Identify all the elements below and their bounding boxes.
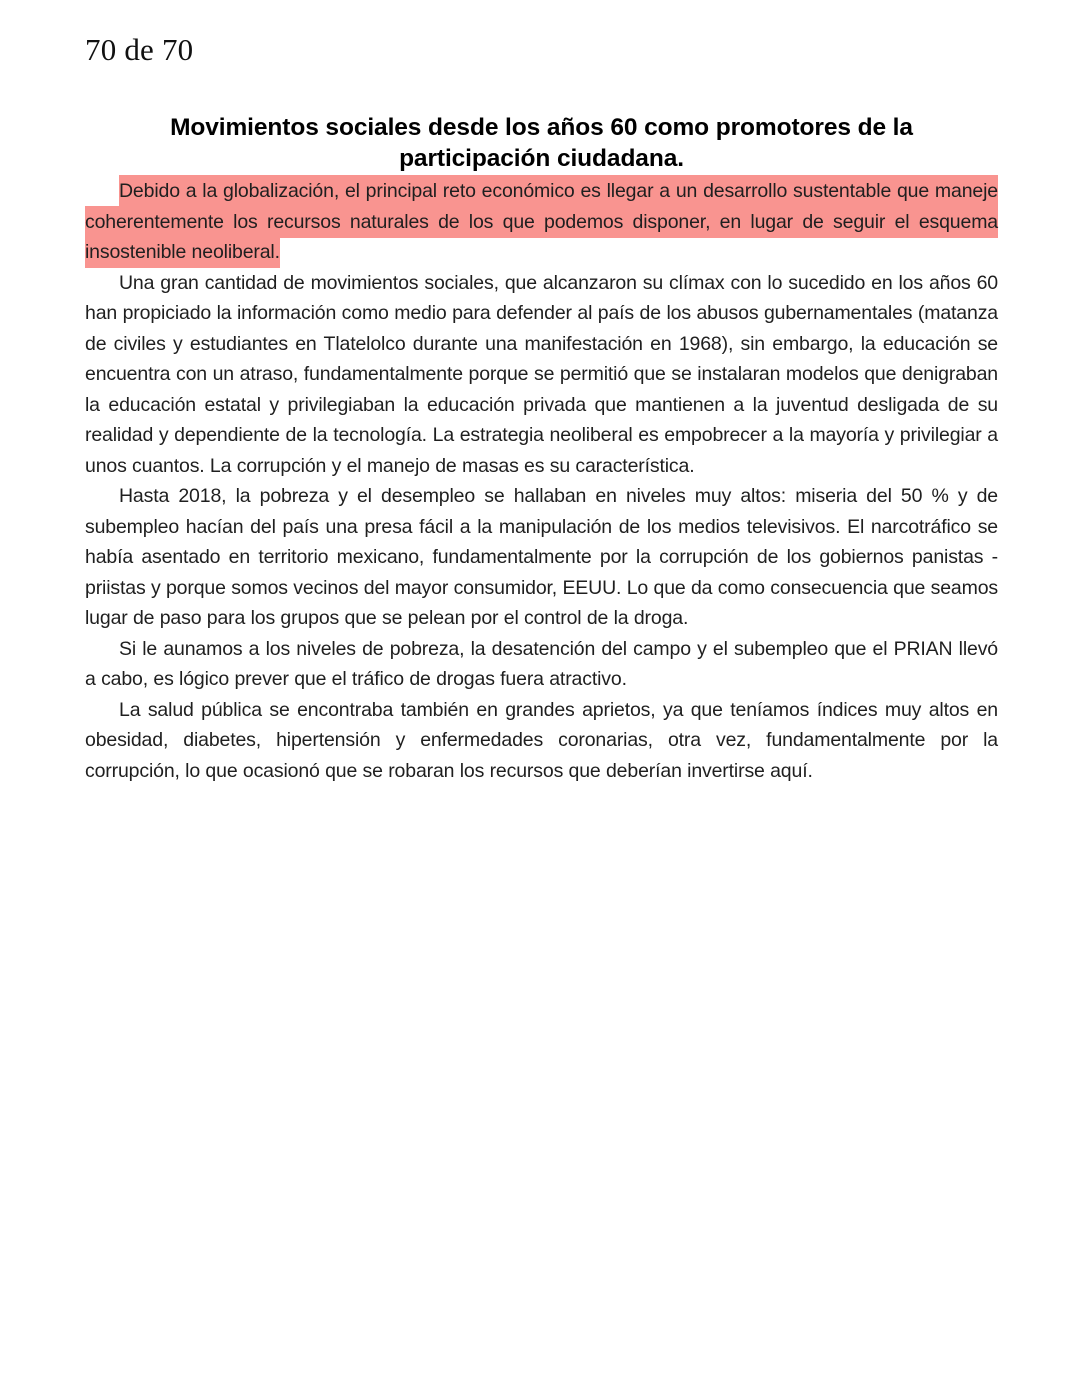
page-number-header: 70 de 70 <box>85 32 194 67</box>
paragraph-text: Una gran cantidad de movimientos sociales, que alcanzaron su clímax con lo sucedido en los años 60 han propiciado la información como medio para defender al país de los abusos gubernamentales (matanza de civiles y estudiantes en Tlatelolco durante una manifestación en 1968), sin embargo, la educación se encuentra con un atraso, fundamentalmente porque se permitió que se instalaran modelos que denigraban la educación estatal y privilegiaban la educación privada que mantienen a la juventud desligada de su realidad y dependiente de la tecnología. La estrategia neoliberal es empobrecer a la mayoría y privilegiar a unos cuantos. La corrupción y el manejo de masas es su característica. <box>85 271 998 477</box>
document-content <box>85 112 998 786</box>
paragraph-text: La salud pública se encontraba también en grandes aprietos, ya que teníamos índices muy altos en obesidad, diabetes, hipertensión y enfermedades coronarias, otra vez, fundamentalmente por la corrupción, lo que ocasionó que se robaran los recursos que deberían invertirse aquí. <box>85 698 998 782</box>
paragraph-text: Hasta 2018, la pobreza y el desempleo se hallaban en niveles muy altos: miseria del 50 % y de subempleo hacían del país una presa fácil a la manipulación de los medios televisivos. El narcotráfico se había asentado en territorio mexicano, fundamentalmente por la corrupción de los gobiernos panistas - priistas y porque somos vecinos del mayor consumidor, EEUU. Lo que da como consecuencia que seamos lugar de paso para los grupos que se pelean por el control de la droga. <box>85 485 998 629</box>
paragraph-highlighted <box>85 176 998 268</box>
paragraph-4 <box>85 634 998 695</box>
highlight-mark: Debido a la globalización, el principal reto económico es llegar a un desarrollo sustentable que maneje coherentemente los recursos naturales de los que podemos disponer, en lugar de seguir el esquema insostenible neoliberal. <box>85 175 998 268</box>
paragraph-2 <box>85 268 998 482</box>
paragraph-text: Si le aunamos a los niveles de pobreza, la desatención del campo y el subempleo que el PRIAN llevó a cabo, es lógico prever que el tráfico de drogas fuera atractivo. <box>85 637 998 690</box>
section-title: Movimientos sociales desde los años 60 como promotores de la participación ciudadana. <box>170 114 913 172</box>
paragraph-5 <box>85 695 998 787</box>
paragraph-3 <box>85 481 998 634</box>
